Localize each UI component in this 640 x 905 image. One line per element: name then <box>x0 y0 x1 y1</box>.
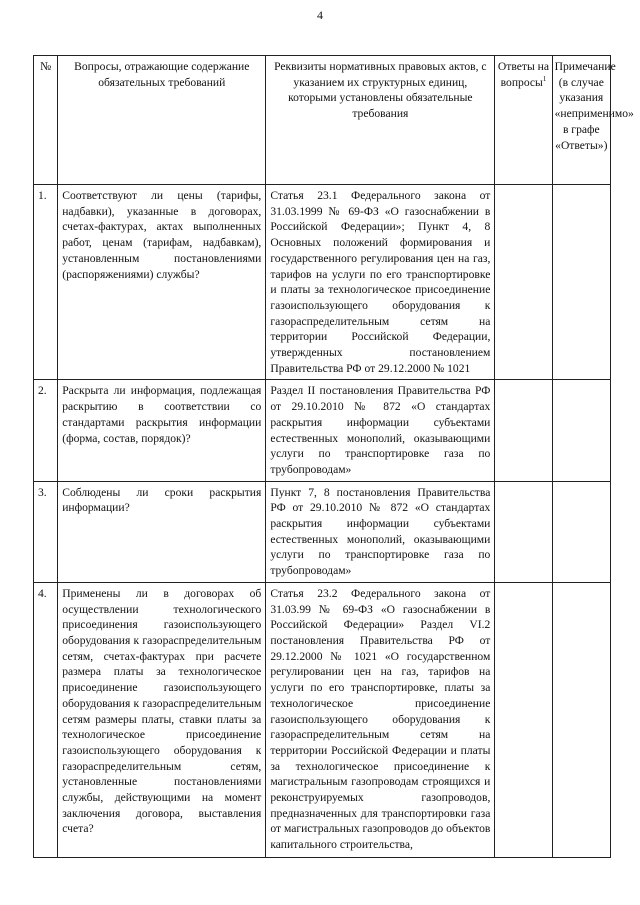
table-header-row <box>34 56 611 185</box>
note-cell[interactable] <box>552 185 610 380</box>
row-number: 3. <box>34 481 58 582</box>
row-number: 1. <box>34 185 58 380</box>
question-cell: Раскрыта ли информация, подлежащая раскрытию в соответствии со стандартами раскрытия информации (форма, состав, порядок)? <box>58 380 266 481</box>
answer-cell[interactable] <box>495 380 552 481</box>
question-cell: Соблюдены ли сроки раскрытия информации? <box>58 481 266 582</box>
header-requisites: Реквизиты нормативных правовых актов, с указанием их структурных единиц, которыми установлены обязательные требования <box>266 56 495 185</box>
table-row <box>34 481 611 582</box>
requisites-cell: Статья 23.2 Федерального закона от 31.03.99 № 69-ФЗ «О газоснабжении в Российской Федерации» Раздел VI.2 постановления Правительства РФ от 29.12.2000 № 1021 «О государственном регулировании цен на газ, тарифов на услуги по его транспортировке, платы за технологическое присоединение газоиспользующего оборудования к газораспределительным сетям на территории Российской Федерации и платы за технологическое присоединение к магистральным газопроводам строящихся и реконструируемых газопроводов, предназначенных для транспортировки газа от магистральных газопроводов до объектов капитального строительства, <box>266 582 495 857</box>
requirements-table <box>33 55 634 858</box>
header-num: № <box>34 56 58 185</box>
note-cell[interactable] <box>552 380 610 481</box>
row-number: 4. <box>34 582 58 857</box>
row-number: 2. <box>34 380 58 481</box>
question-cell: Соответствуют ли цены (тарифы, надбавки), указанные в договорах, счетах-фактурах, актах выполненных работ, ценам (тарифам, надбавкам), установленным постановлениями (распоряжениями) службы? <box>58 185 266 380</box>
answer-cell[interactable] <box>495 481 552 582</box>
requisites-cell: Статья 23.1 Федерального закона от 31.03.1999 № 69-ФЗ «О газоснабжении в Российской Федерации»; Пункт 4, 8 Основных положений формирования и государственного регулирования цен на газ, тарифов на услуги по его транспортировке и платы за технологическое присоединение газоиспользующего оборудования к газораспределительным сетям на территории Российской Федерации, утвержденных постановлением Правительства РФ от 29.12.2000 № 1021 <box>266 185 495 380</box>
answer-cell[interactable] <box>495 185 552 380</box>
header-answers <box>495 56 552 185</box>
requisites-cell: Пункт 7, 8 постановления Правительства РФ от 29.10.2010 № 872 «О стандартах раскрытия информации субъектами естественных монополий, оказывающими услуги по транспортировке газа по трубопроводам» <box>266 481 495 582</box>
page-number: 4 <box>317 8 323 22</box>
header-answers-label: Ответы на вопросы <box>497 60 550 89</box>
note-cell[interactable] <box>552 582 610 857</box>
header-notes: Примечание (в случае указания «неприменимо» в графе «Ответы») <box>552 56 610 185</box>
table-row <box>34 185 611 380</box>
note-cell[interactable] <box>552 481 610 582</box>
table-row <box>34 380 611 481</box>
table-row <box>34 582 611 857</box>
requisites-cell: Раздел II постановления Правительства РФ от 29.10.2010 № 872 «О стандартах раскрытия информации субъектами естественных монополий, оказывающими услуги по транспортировке газа по трубопроводам» <box>266 380 495 481</box>
header-questions: Вопросы, отражающие содержание обязательных требований <box>58 56 266 185</box>
question-cell: Применены ли в договорах об осуществлении технологического присоединения газоиспользующего оборудования к газораспределительным сетям, счетах-фактурах при расчете размера платы за технологическое присоединение газоиспользующего оборудования к газораспределительным сетям размеры платы, ставки платы за технологическое присоединение газоиспользующего оборудования к газораспределительным сетям, установленные постановлениями службы, действующими на момент заключения договора, выставления счета? <box>58 582 266 857</box>
answer-cell[interactable] <box>495 582 552 857</box>
header-answers-footnote: 1 <box>542 74 547 83</box>
